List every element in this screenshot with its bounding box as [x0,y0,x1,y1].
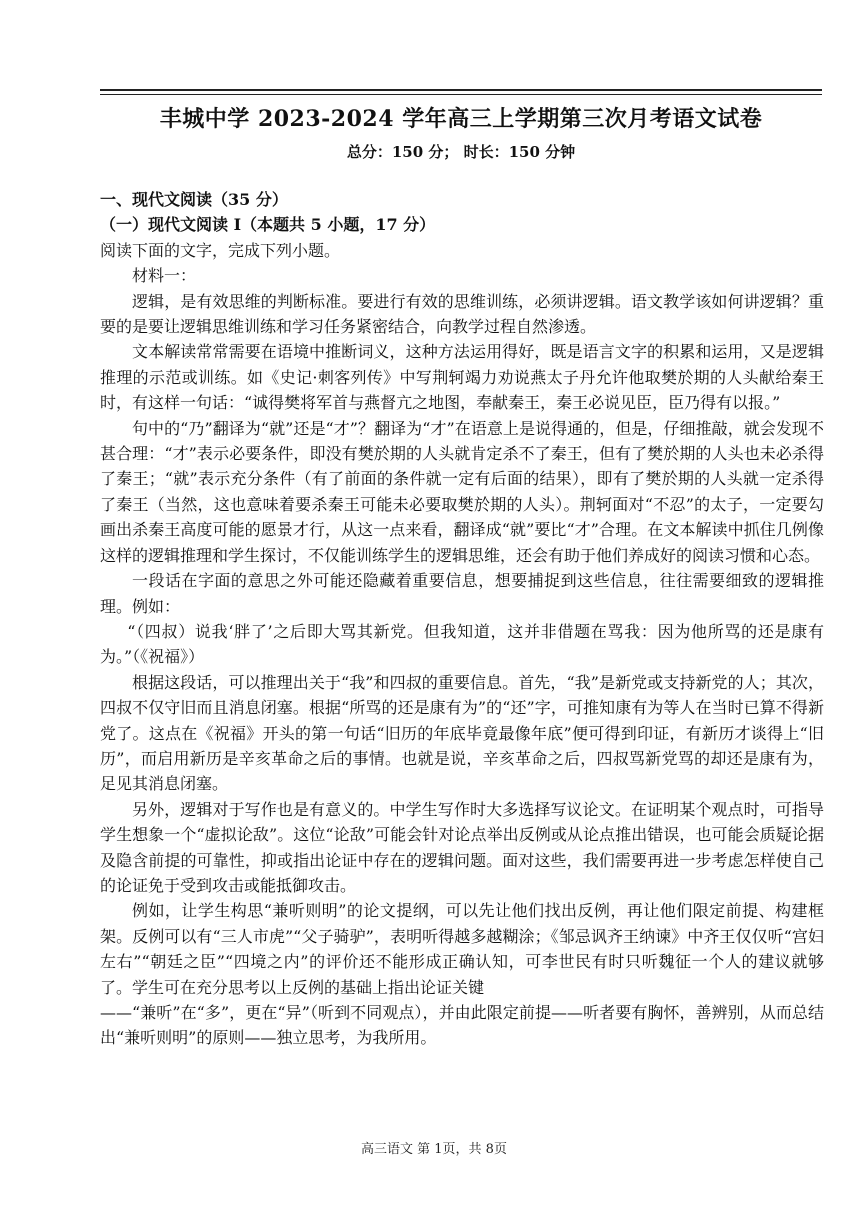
header-rule-thin [100,94,822,95]
paragraph-continuation: ——“兼听”在“多”，更在“异”（听到不同观点），并由此限定前提——听者要有胸怀，善辨别，从而总结出“兼听则明”的原则——独立思考，为我所用。 [100,1003,824,1048]
exam-content [100,187,824,1051]
material-label: 材料一： [132,266,197,286]
instruction-text: 阅读下面的文字，完成下列小题。 [100,240,341,260]
paragraph: 句中的“乃”翻译为“就”还是“才”？翻译为“才”在语意上是说得通的，但是，仔细推敲，就会发现不甚合理：“才”表示必要条件，即没有樊於期的人头就肯定杀不了秦王，但有了樊於期的人头也未必杀得了秦王；“就”表示充分条件（有了前面的条件就一定有后面的结果），即有了樊於期的人头就一定杀得了秦王（当然，这也意味着要杀秦王可能未必要取樊於期的人头）。荆轲面对“不忍”的太子，一定要勾画出杀秦王高度可能的愿景才行，从这一点来看，翻译成“就”要比“才”合理。在文本解读中抓住几例像这样的逻辑推理和学生探讨，不仅能训练学生的逻辑思维，还会有助于他们养成好的阅读习惯和心态。 [100,418,824,565]
header-rule-thick [100,89,822,91]
section-heading: 一、现代文阅读（35 分） [100,190,288,209]
page-footer: 高三语文 第 1页，共 8页 [361,1142,507,1157]
section-subheading: （一）现代文阅读 I（本题共 5 小题，17 分） [100,215,436,235]
paragraph: 例如，让学生构思“兼听则明”的论文提纲，可以先让他们找出反例，再让他们限定前提、构建框架。反例可以有“三人市虎”“父子骑驴”，表明听得越多越糊涂；《邹忌讽齐王纳谏》中齐王仅仅听“宫妇左右”“朝廷之臣”“四境之内”的评价还不能形成正确认知，可李世民有时只听魏征一个人的建议就够了。学生可在充分思考以上反例的基础上指出论证关键 [100,901,824,997]
paragraph: 根据这段话，可以推理出关于“我”和四叔的重要信息。首先，“我”是新党或支持新党的人；其次，四叔不仅守旧而且消息闭塞。根据“所骂的还是康有为”的“还”字，可推知康有为等人在当时已算不得新党了。这点在《祝福》开头的第一句话“旧历的年底毕竟最像年底”便可得到印证，有新历才谈得上“旧历”，而启用新历是辛亥革命之后的事情。也就是说，辛亥革命之后，四叔骂新党骂的却还是康有为，足见其消息闭塞。 [100,672,824,794]
exam-subtitle: 总分：150 分； 时长：150 分钟 [346,143,576,161]
paragraph: 一段话在字面的意思之外可能还隐藏着重要信息，想要捕捉到这些信息，往往需要细致的逻辑推理。例如： [100,571,824,616]
exam-title: 丰城中学 2023-2024 学年高三上学期第三次月考语文试卷 [159,106,763,132]
quote-paragraph: “（四叔）说我‘胖了’之后即大骂其新党。但我知道，这并非借题在骂我：因为他所骂的还是康有为。”（《祝福》） [100,621,824,667]
paragraph: 文本解读常常需要在语境中推断词义，这种方法运用得好，既是语言文字的积累和运用，又是逻辑推理的示范或训练。如《史记·刺客列传》中写荆轲竭力劝说燕太子丹允许他取樊於期的人头献给秦王时，有这样一句话：“诚得樊将军首与燕督亢之地图，奉献秦王，秦王必说见臣，臣乃得有以报。” [100,342,824,413]
paragraph: 逻辑，是有效思维的判断标准。要进行有效的思维训练，必须讲逻辑。语文教学该如何讲逻辑？重要的是要让逻辑思维训练和学习任务紧密结合，向教学过程自然渗透。 [100,291,824,337]
paragraph: 另外，逻辑对于写作也是有意义的。中学生写作时大多选择写议论文。在证明某个观点时，可指导学生想象一个“虚拟论敌”。这位“论敌”可能会针对论点举出反例或从论点推出错误，也可能会质疑论据及隐含前提的可靠性，抑或指出论证中存在的逻辑问题。面对这些，我们需要再进一步考虑怎样使自己的论证免于受到攻击或能抵御攻击。 [100,799,824,895]
